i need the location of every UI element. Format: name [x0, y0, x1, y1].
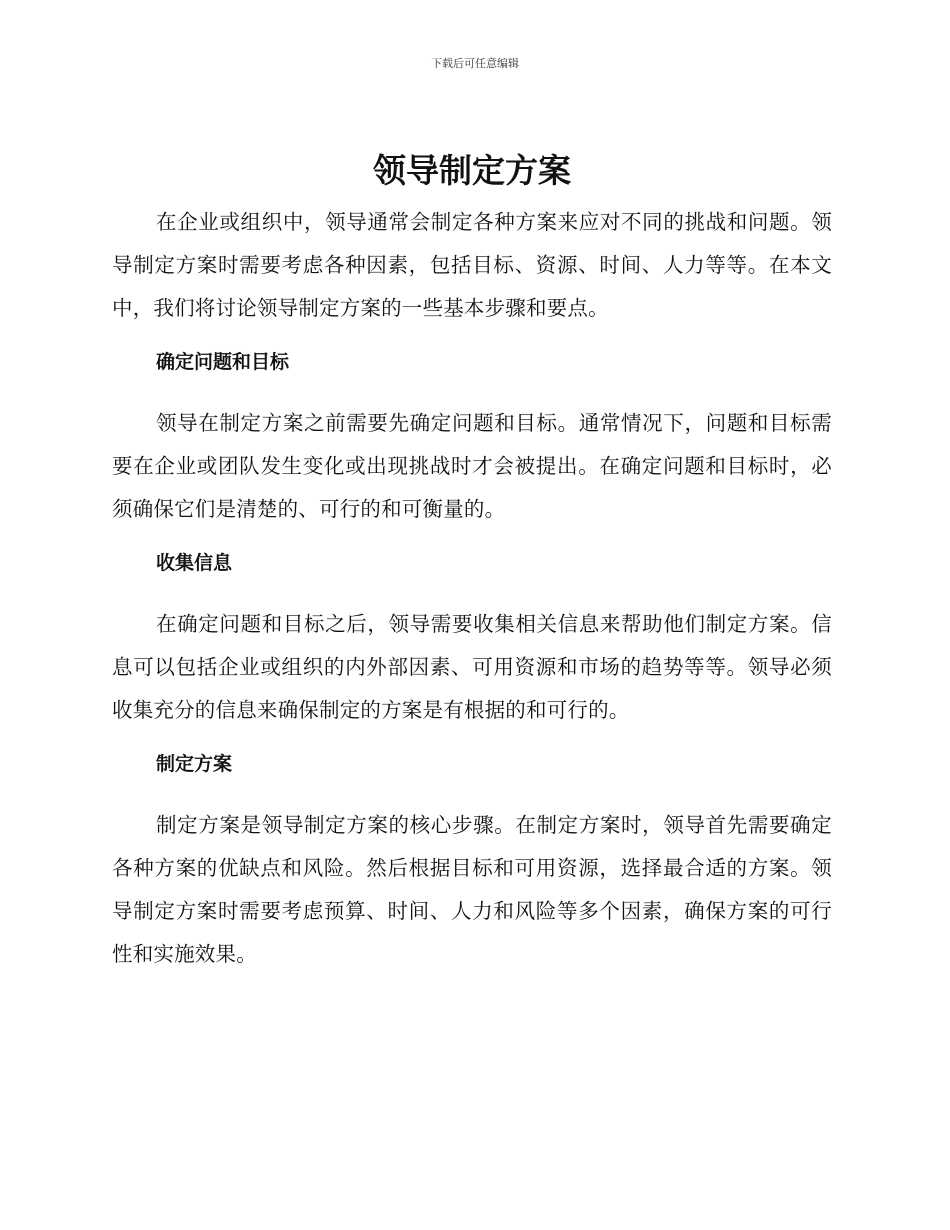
section-heading-problem: 确定问题和目标 [156, 351, 290, 373]
section-body-information: 在确定问题和目标之后，领导需要收集相关信息来帮助他们制定方案。信息可以包括企业或组织的内外部因素、可用资源和市场的趋势等等。领导必须收集充分的信息来确保制定的方案是有根据的和可行的。 [112, 612, 832, 722]
document-content [112, 148, 832, 976]
header-note: 下载后可任意编辑 [431, 57, 519, 70]
section-body-plan: 制定方案是领导制定方案的核心步骤。在制定方案时，领导首先需要确定各种方案的优缺点和风险。然后根据目标和可用资源，选择最合适的方案。领导制定方案时需要考虑预算、时间、人力和风险等多个因素，确保方案的可行性和实施效果。 [112, 813, 832, 966]
intro-paragraph: 在企业或组织中，领导通常会制定各种方案来应对不同的挑战和问题。领导制定方案时需要考虑各种因素，包括目标、资源、时间、人力等等。在本文中，我们将讨论领导制定方案的一些基本步骤和要点。 [112, 210, 832, 320]
section-heading-information: 收集信息 [156, 552, 233, 574]
section-body-problem: 领导在制定方案之前需要先确定问题和目标。通常情况下，问题和目标需要在企业或团队发生变化或出现挑战时才会被提出。在确定问题和目标时，必须确保它们是清楚的、可行的和可衡量的。 [112, 411, 832, 521]
section-heading-plan: 制定方案 [156, 753, 233, 775]
document-title: 领导制定方案 [373, 151, 571, 190]
